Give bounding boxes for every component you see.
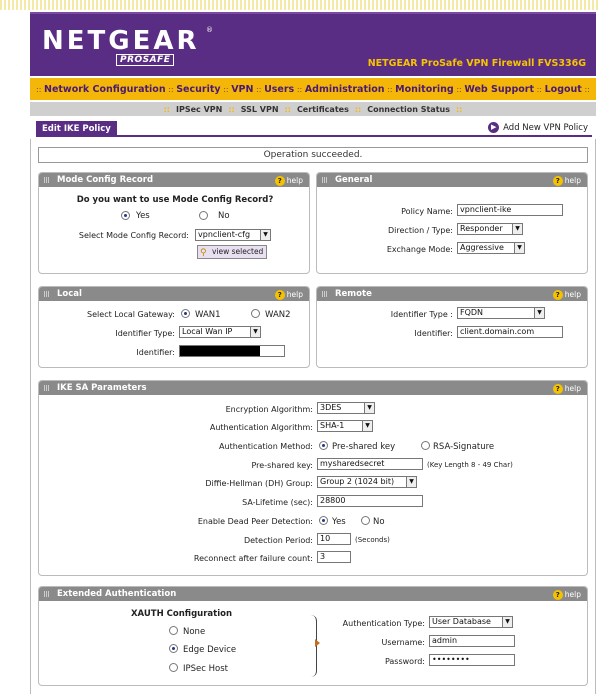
dpd-yes-radio[interactable]	[319, 516, 328, 525]
exchange-mode-label: Exchange Mode:	[386, 245, 453, 254]
panel-header: Extended Authentication ? help	[39, 587, 587, 601]
key-length-note: (Key Length 8 - 49 Char)	[427, 461, 513, 469]
rsa-signature-radio[interactable]	[421, 441, 430, 450]
nav-administration[interactable]: Administration	[304, 83, 385, 95]
status-message: Operation succeeded.	[38, 147, 588, 163]
help-link[interactable]: ? help	[553, 382, 581, 396]
preshared-key-label: Pre-shared key:	[251, 461, 313, 470]
help-link[interactable]: ? help	[553, 288, 581, 302]
nav-monitoring[interactable]: Monitoring	[395, 83, 454, 95]
tab-row	[36, 121, 592, 137]
wan1-radio[interactable]	[181, 309, 190, 318]
detection-period-input[interactable]: 10	[317, 533, 351, 545]
dpd-yes-label: Yes	[332, 517, 346, 527]
grip-icon	[44, 177, 50, 183]
redacted-value	[180, 346, 260, 356]
help-icon: ?	[553, 384, 563, 394]
password-input[interactable]: ••••••••	[429, 654, 515, 666]
encryption-label: Encryption Algorithm:	[225, 405, 313, 414]
grip-icon	[44, 385, 50, 391]
encryption-select[interactable]: 3DES ▼	[317, 402, 375, 414]
local-identifier-label: Identifier:	[136, 348, 175, 357]
remote-panel	[316, 286, 588, 368]
nav-users[interactable]: Users	[264, 83, 295, 95]
subnav-certificates[interactable]: Certificates	[296, 104, 349, 114]
local-identifier-type-select[interactable]: Local Wan IP ▼	[179, 326, 261, 338]
ike-sa-panel	[38, 380, 588, 576]
tab-edit-ike-policy[interactable]: Edit IKE Policy	[36, 121, 117, 137]
reconnect-input[interactable]: 3	[317, 551, 351, 563]
nav-network-configuration[interactable]: Network Configuration	[44, 83, 166, 95]
dropdown-arrow-icon: ▼	[514, 243, 524, 253]
local-identifier-input[interactable]	[179, 345, 285, 357]
preshared-key-option: Pre-shared key	[332, 442, 396, 452]
mode-config-panel	[38, 172, 310, 274]
mode-config-yes-label: Yes	[136, 211, 150, 221]
top-stripe	[0, 0, 600, 10]
detection-period-label: Detection Period:	[243, 536, 313, 545]
panel-header: Remote ? help	[317, 287, 587, 301]
remote-identifier-label: Identifier:	[414, 329, 453, 338]
main-nav: :: Network Configuration :: Security :: VPN :: Users :: Administration :: Monitoring :: Web Support :: Logout ::	[30, 78, 596, 100]
dpd-no-radio[interactable]	[361, 516, 370, 525]
help-link[interactable]: ? help	[553, 588, 581, 602]
sa-lifetime-label: SA-Lifetime (sec):	[242, 498, 313, 507]
help-icon: ?	[553, 290, 563, 300]
dropdown-arrow-icon: ▼	[534, 308, 544, 318]
nav-security[interactable]: Security	[176, 83, 221, 95]
password-label: Password:	[384, 657, 425, 666]
mode-config-select[interactable]: vpnclient-cfg ▼	[195, 229, 271, 241]
help-link[interactable]: ? help	[275, 174, 303, 188]
wan1-label: WAN1	[195, 310, 221, 320]
mode-config-question: Do you want to use Mode Config Record?	[76, 195, 274, 205]
xauth-edge-label: Edge Device	[183, 645, 237, 655]
dropdown-arrow-icon: ▼	[406, 477, 416, 487]
grip-icon	[44, 591, 50, 597]
direction-select[interactable]: Responder ▼	[457, 223, 523, 235]
panel-header: IKE SA Parameters ? help	[39, 381, 587, 395]
panel-header: General ? help	[317, 173, 587, 187]
remote-identifier-type-select[interactable]: FQDN ▼	[457, 307, 545, 319]
help-link[interactable]: ? help	[275, 288, 303, 302]
dropdown-arrow-icon: ▼	[364, 403, 374, 413]
dropdown-arrow-icon: ▼	[512, 224, 522, 234]
dpd-no-label: No	[373, 517, 385, 527]
add-vpn-policy-link[interactable]	[488, 122, 588, 133]
preshared-key-radio[interactable]	[319, 441, 328, 450]
auth-type-label: Authentication Type:	[342, 619, 425, 628]
xauth-ipsec-radio[interactable]	[169, 663, 178, 672]
general-panel	[316, 172, 588, 274]
help-icon: ?	[553, 590, 563, 600]
extended-auth-panel	[38, 586, 588, 686]
auth-algorithm-label: Authentication Algorithm:	[209, 423, 313, 432]
xauth-ipsec-label: IPSec Host	[183, 664, 228, 674]
auth-method-label: Authentication Method:	[219, 442, 313, 451]
username-input[interactable]: admin	[429, 635, 515, 647]
direction-label: Direction / Type:	[388, 226, 453, 235]
mode-config-no-label: No	[218, 211, 230, 221]
auth-type-select[interactable]: User Database ▼	[429, 616, 513, 628]
trademark: ®	[206, 26, 213, 34]
exchange-mode-select[interactable]: Aggressive ▼	[457, 242, 525, 254]
dh-group-label: Diffie-Hellman (DH) Group:	[205, 479, 313, 488]
remote-identifier-input[interactable]: client.domain.com	[457, 326, 563, 338]
view-selected-button[interactable]: ⚲ view selected	[197, 245, 267, 259]
panel-header: Local ? help	[39, 287, 309, 301]
rsa-signature-option: RSA-Signature	[433, 442, 495, 452]
wan2-radio[interactable]	[251, 309, 260, 318]
xauth-none-radio[interactable]	[169, 626, 178, 635]
sa-lifetime-input[interactable]: 28800	[317, 495, 423, 507]
dropdown-arrow-icon: ▼	[260, 230, 270, 240]
reconnect-label: Reconnect after failure count:	[193, 554, 313, 563]
arrow-circle-icon: ▶	[488, 122, 499, 133]
help-icon: ?	[553, 176, 563, 186]
dpd-label: Enable Dead Peer Detection:	[197, 517, 313, 526]
nav-web-support[interactable]: Web Support	[464, 83, 534, 95]
help-icon: ?	[275, 176, 285, 186]
xauth-none-label: None	[183, 627, 206, 637]
preshared-key-input[interactable]: mysharedsecret	[317, 458, 423, 470]
magnifier-icon: ⚲	[200, 248, 207, 258]
grip-icon	[322, 291, 328, 297]
mode-config-no-radio[interactable]	[199, 211, 208, 220]
subnav-connection-status[interactable]: Connection Status	[367, 104, 450, 114]
subnav-ssl-vpn[interactable]: SSL VPN	[240, 104, 279, 114]
dropdown-arrow-icon: ▼	[502, 617, 512, 627]
product-name: NETGEAR ProSafe VPN Firewall FVS336G	[367, 58, 586, 69]
help-link[interactable]: ? help	[553, 174, 581, 188]
add-vpn-policy-label: Add New VPN Policy	[503, 122, 588, 133]
subnav-ipsec-vpn[interactable]: IPSec VPN	[176, 104, 223, 114]
select-mode-config-label: Select Mode Config Record:	[78, 231, 189, 240]
prosafe-logo: PROSAFE	[116, 54, 174, 66]
netgear-logo: NETGEAR	[42, 26, 200, 56]
xauth-edge-radio[interactable]	[169, 644, 178, 653]
policy-name-input[interactable]: vpnclient-ike	[457, 204, 563, 216]
sub-nav: :: IPSec VPN :: SSL VPN :: Certificates :: Connection Status ::	[30, 102, 596, 116]
local-panel	[38, 286, 310, 368]
dh-group-select[interactable]: Group 2 (1024 bit) ▼	[317, 476, 417, 488]
dropdown-arrow-icon: ▼	[362, 421, 372, 431]
grip-icon	[322, 177, 328, 183]
nav-vpn[interactable]: VPN	[231, 83, 254, 95]
remote-identifier-type-label: Identifier Type :	[390, 310, 453, 319]
header-banner	[30, 12, 596, 76]
username-label: Username:	[381, 638, 425, 647]
grip-icon	[44, 291, 50, 297]
wan2-label: WAN2	[265, 310, 291, 320]
nav-logout[interactable]: Logout	[544, 83, 582, 95]
auth-algorithm-select[interactable]: SHA-1 ▼	[317, 420, 373, 432]
local-identifier-type-label: Identifier Type:	[115, 329, 175, 338]
xauth-config-title: XAUTH Configuration	[131, 609, 233, 619]
help-icon: ?	[275, 290, 285, 300]
detection-unit: (Seconds)	[355, 536, 390, 544]
dropdown-arrow-icon: ▼	[250, 327, 260, 337]
policy-name-label: Policy Name:	[401, 207, 453, 216]
panel-header: Mode Config Record ? help	[39, 173, 309, 187]
mode-config-yes-radio[interactable]	[121, 211, 130, 220]
local-gateway-label: Select Local Gateway:	[87, 310, 175, 319]
